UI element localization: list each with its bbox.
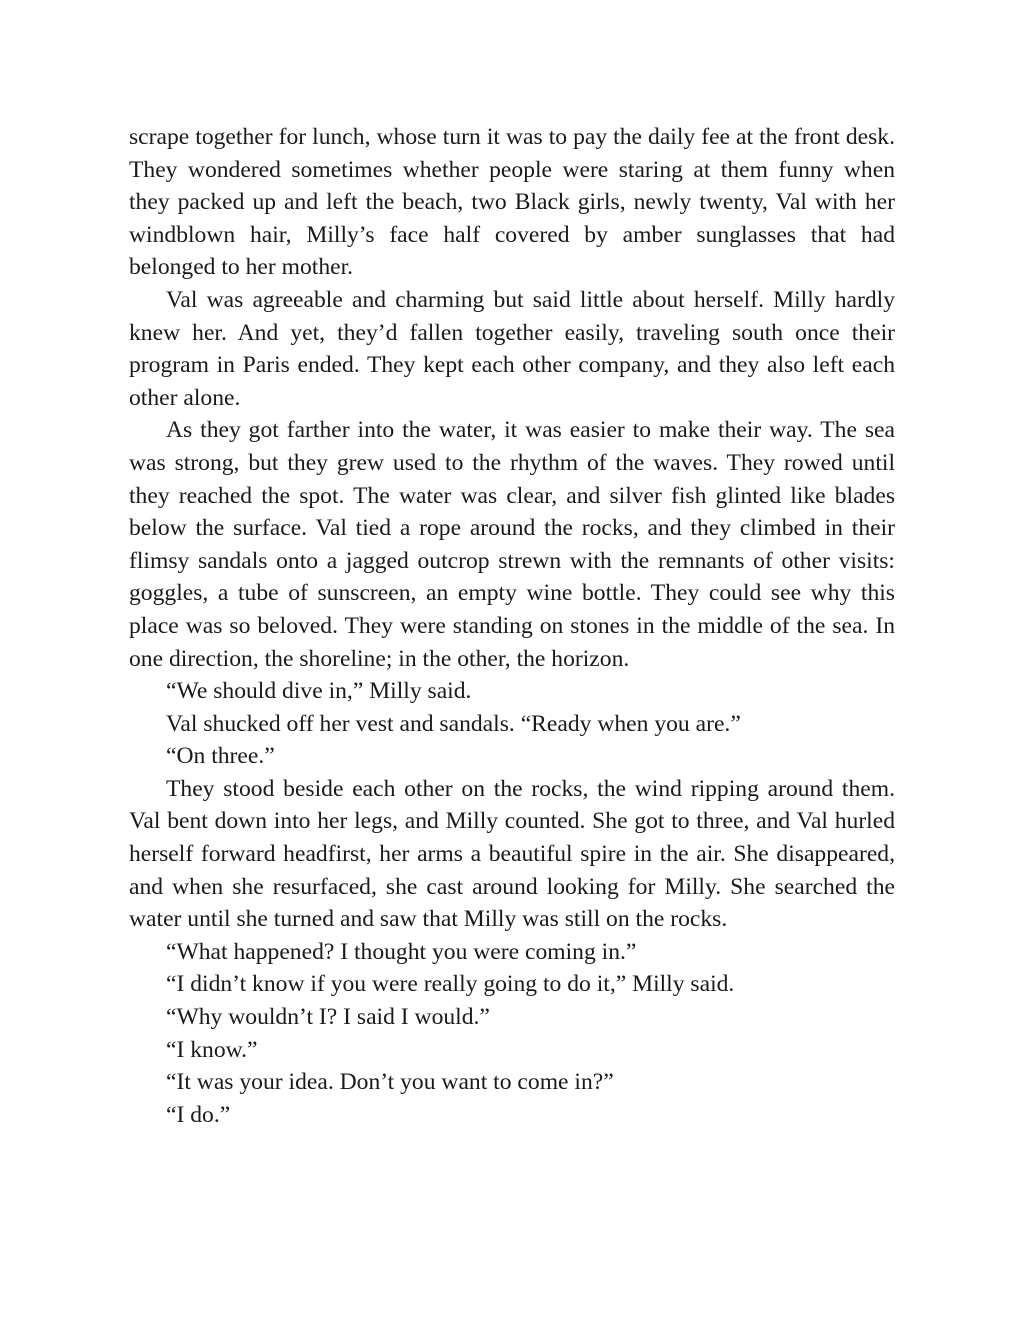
dialogue-line: “We should dive in,” Milly said. [166, 678, 472, 705]
dialogue-line: “It was your idea. Don’t you want to come in?” [166, 1069, 614, 1096]
paragraph-3: As they got farther into the water, it was easier to make their way. The sea was strong, but they grew used to the rhythm of the waves. They rowed until they reached the spot. The water was clear, and silver fish glinted like blades below the surface. Val tied a rope around the rocks, and they climbed in their flimsy sandals onto a jagged outcrop strewn with the remnants of other visits: goggles, a tube of sunscreen, an empty wine bottle. They could see why this place was so beloved. They were standing on stones in the middle of the sea. In one direction, the shoreline; in the other, the horizon. [129, 417, 895, 672]
dialogue-line: “What happened? I thought you were coming in.” [166, 938, 637, 965]
document-page [129, 121, 895, 1131]
dialogue-line: “I do.” [166, 1101, 231, 1128]
paragraph-7: They stood beside each other on the rocks, the wind ripping around them. Val bent down into her legs, and Milly counted. She got to three, and Val hurled herself forward headfirst, her arms a beautiful spire in the air. She disappeared, and when she resurfaced, she cast around looking for Milly. She searched the water until she turned and saw that Milly was still on the rocks. [129, 775, 895, 933]
dialogue-line: “On three.” [166, 743, 275, 770]
dialogue-line: “I know.” [166, 1036, 258, 1063]
paragraph-2: Val was agreeable and charming but said little about herself. Milly hardly knew her. And yet, they’d fallen together easily, traveling south once their program in Paris ended. They kept each other company, and they also left each other alone. [129, 286, 895, 411]
dialogue-line: Val shucked off her vest and sandals. “Ready when you are.” [166, 710, 741, 737]
paragraph-1: scrape together for lunch, whose turn it was to pay the daily fee at the front desk. They wondered sometimes whether people were staring at them funny when they packed up and left the beach, two Black girls, newly twenty, Val with her windblown hair, Milly’s face half covered by amber sunglasses that had belonged to her mother. [129, 124, 895, 281]
dialogue-line: “Why wouldn’t I? I said I would.” [166, 1004, 490, 1031]
dialogue-line: “I didn’t know if you were really going to do it,” Milly said. [166, 971, 735, 998]
